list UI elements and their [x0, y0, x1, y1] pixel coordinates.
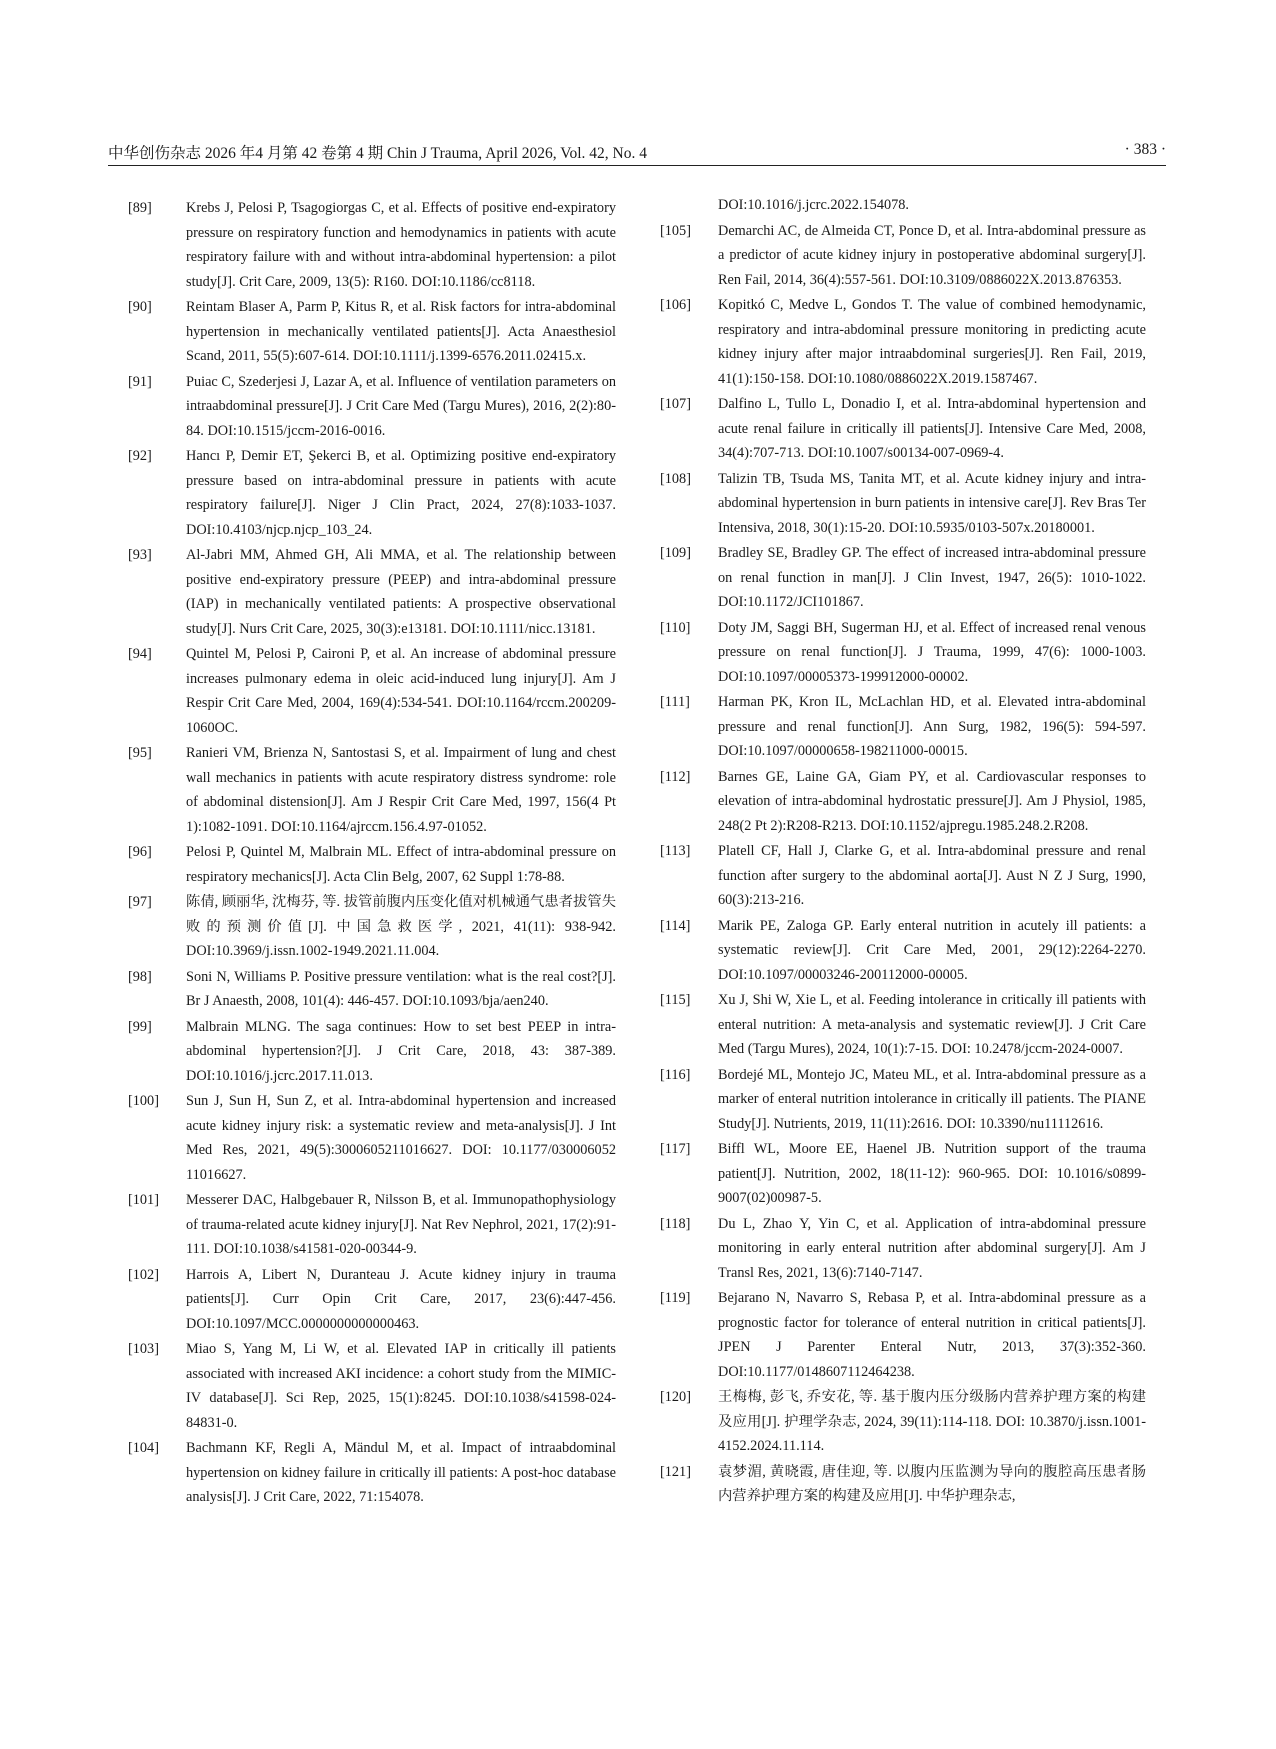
reference-number: [107]	[660, 396, 691, 412]
reference-item	[128, 370, 616, 444]
reference-item	[660, 1286, 1146, 1384]
reference-number: [89]	[128, 200, 152, 216]
reference-item	[128, 295, 616, 369]
reference-text: Messerer DAC, Halbgebauer R, Nilsson B, et al. Immunopathophysiology of trauma-related acute kidney injury[J]. Nat Rev Nephrol, 2021, 17(2):91-111. DOI:10.1038/s41581-020-00344-9.	[186, 1192, 616, 1257]
reference-text: Puiac C, Szederjesi J, Lazar A, et al. Influence of ventilation parameters on intraabdominal pressure[J]. J Crit Care Med (Targu Mures), 2016, 2(2):80-84. DOI:10.1515/jccm-2016-0016.	[186, 373, 616, 439]
reference-item	[660, 293, 1146, 391]
reference-text: Miao S, Yang M, Li W, et al. Elevated IAP in critically ill patients associated with increased AKI incidence: a cohort study from the MIMIC-IV database[J]. Sci Rep, 2025, 15(1):8245. DOI:10.1038/s41598-024-84831-0.	[186, 1341, 616, 1431]
reference-item	[660, 392, 1146, 466]
reference-number: [112]	[660, 768, 691, 785]
reference-text: Quintel M, Pelosi P, Caironi P, et al. An increase of abdominal pressure increases pulmonary edema in oleic acid-induced lung injury[J]. Am J Respir Crit Care Med, 2004, 169(4):534-541. DOI:10.1164/rccm.200209-1060OC.	[186, 646, 616, 736]
reference-text: 王梅梅, 彭飞, 乔安花, 等. 基于腹内压分级肠内营养护理方案的构建及应用[J]. 护理学杂志, 2024, 39(11):114-118. DOI: 10.3870/j.issn.1001-4152.2024.11.114.	[718, 1389, 1146, 1454]
reference-number: [120]	[660, 1389, 691, 1405]
reference-item	[128, 840, 616, 889]
reference-text: Harman PK, Kron IL, McLachlan HD, et al. Elevated intra-abdominal pressure and renal function[J]. Ann Surg, 1982, 196(5): 594-597. DOI:10.1097/00000658-198211000-00015.	[718, 694, 1146, 759]
reference-item	[660, 1212, 1146, 1286]
reference-item	[128, 196, 616, 294]
reference-text: 袁梦湄, 黄晓霞, 唐佳迎, 等. 以腹内压监测为导向的腹腔高压患者肠内营养护理方案的构建及应用[J]. 中华护理杂志,	[718, 1463, 1146, 1504]
reference-item	[660, 541, 1146, 615]
reference-text: Talizin TB, Tsuda MS, Tanita MT, et al. Acute kidney injury and intra-abdominal hypertension in burn patients in intensive care[J]. Rev Bras Ter Intensiva, 2018, 30(1):15-20. DOI:10.5935/0103-507x.20180001.	[718, 470, 1146, 536]
reference-text: Reintam Blaser A, Parm P, Kitus R, et al. Risk factors for intra-abdominal hypertension in mechanically ventilated patients[J]. Acta Anaesthesiol Scand, 2011, 55(5):607-614. DOI:10.1111/j.1399-6576.2011.02415.x.	[186, 299, 616, 364]
reference-text: Al-Jabri MM, Ahmed GH, Ali MMA, et al. The relationship between positive end-expiratory pressure (PEEP) and intra-abdominal pressure (IAP) in mechanically ventilated patients: A prospective observational study[J]. Nurs Crit Care, 2025, 30(3):e13181. DOI:10.1111/nicc.13181.	[186, 547, 616, 637]
reference-text: 陈倩, 顾丽华, 沈梅芬, 等. 拔管前腹内压变化值对机械通气患者拔管失败的预测价值[J]. 中国急救医学, 2021, 41(11): 938-942. DOI:10.3969/j.issn.1002-1949.2021.11.004.	[186, 894, 616, 959]
right-column	[660, 193, 1146, 1510]
reference-number: [103]	[128, 1341, 159, 1357]
reference-item	[128, 444, 616, 542]
journal-header: 中华创伤杂志 2026 年4 月第 42 卷第 4 期 Chin J Trauma, April 2026, Vol. 42, No. 4	[108, 145, 647, 162]
reference-item	[128, 1188, 616, 1262]
reference-number: [97]	[128, 894, 152, 910]
reference-item	[660, 467, 1146, 541]
reference-item	[128, 543, 616, 641]
reference-text: Pelosi P, Quintel M, Malbrain ML. Effect of intra-abdominal pressure on respiratory mechanics[J]. Acta Clin Belg, 2007, 62 Suppl 1:78-88.	[186, 844, 616, 885]
reference-number: [94]	[128, 646, 152, 662]
reference-text: Doty JM, Saggi BH, Sugerman HJ, et al. Effect of increased renal venous pressure on renal function[J]. J Trauma, 1999, 47(6): 1000-1003. DOI:10.1097/00005373-199912000-00002.	[718, 619, 1146, 685]
reference-item	[660, 690, 1146, 764]
reference-number: [90]	[128, 299, 152, 315]
reference-item	[128, 890, 616, 964]
running-header	[108, 141, 1166, 166]
reference-text: Sun J, Sun H, Sun Z, et al. Intra-abdominal hypertension and increased acute kidney injury risk: a systematic review and meta-analysis[J]. J Int Med Res, 2021, 49(5):3000605211016627. DOI: 10.1177/030006052 11016627.	[186, 1093, 616, 1183]
reference-text: Biffl WL, Moore EE, Haenel JB. Nutrition support of the trauma patient[J]. Nutrition, 2002, 18(11-12): 960-965. DOI: 10.1016/s0899-9007(02)00987-5.	[718, 1141, 1146, 1206]
reference-item	[660, 219, 1146, 293]
reference-number: [119]	[660, 1290, 691, 1306]
reference-text: Platell CF, Hall J, Clarke G, et al. Intra-abdominal pressure and renal function after surgery to the abdominal aorta[J]. Aust N Z J Surg, 1990, 60(3):213-216.	[718, 843, 1146, 908]
reference-item	[660, 988, 1146, 1062]
reference-item	[128, 1089, 616, 1187]
reference-item	[660, 1063, 1146, 1137]
reference-item	[660, 1460, 1146, 1509]
reference-item	[128, 1015, 616, 1089]
reference-number: [100]	[128, 1093, 159, 1109]
reference-text: Demarchi AC, de Almeida CT, Ponce D, et al. Intra-abdominal pressure as a predictor of acute kidney injury in postoperative abdominal surgery[J]. Ren Fail, 2014, 36(4):557-561. DOI:10.3109/0886022X.2013.876353.	[718, 222, 1146, 288]
reference-number: [108]	[660, 470, 691, 487]
reference-continuation: DOI:10.1016/j.jcrc.2022.154078.	[718, 197, 909, 213]
reference-number: [114]	[660, 917, 691, 934]
reference-number: [91]	[128, 373, 152, 390]
reference-number: [110]	[660, 619, 691, 636]
reference-number: [118]	[660, 1215, 691, 1232]
reference-number: [99]	[128, 1018, 152, 1035]
reference-number: [102]	[128, 1266, 159, 1283]
reference-text: Bejarano N, Navarro S, Rebasa P, et al. Intra-abdominal pressure as a prognostic factor for tolerance of enteral nutrition in critical patients[J]. JPEN J Parenter Enteral Nutr, 2013, 37(3):352-360. DOI:10.1177/0148607112464238.	[718, 1290, 1146, 1380]
page-number: · 383 ·	[1124, 141, 1166, 158]
left-column	[128, 196, 616, 1511]
reference-number: [106]	[660, 297, 691, 313]
reference-item	[128, 965, 616, 1014]
reference-number: [98]	[128, 968, 152, 985]
reference-number: [104]	[128, 1440, 159, 1456]
reference-item	[128, 1263, 616, 1337]
reference-text: Bordejé ML, Montejo JC, Mateu ML, et al. Intra-abdominal pressure as a marker of enteral nutrition intolerance in critically ill patients. The PIANE Study[J]. Nutrients, 2019, 11(11):2616. DOI: 10.3390/nu11112616.	[718, 1066, 1146, 1132]
reference-item	[128, 741, 616, 839]
reference-text: Bachmann KF, Regli A, Mändul M, et al. Impact of intraabdominal hypertension on kidney failure in critically ill patients: A post-hoc database analysis[J]. J Crit Care, 2022, 71:154078.	[186, 1440, 616, 1505]
reference-item	[660, 765, 1146, 839]
reference-number: [101]	[128, 1192, 159, 1208]
reference-text: Marik PE, Zaloga GP. Early enteral nutrition in acutely ill patients: a systematic review[J]. Crit Care Med, 2001, 29(12):2264-2270. DOI:10.1097/00003246-200112000-00005.	[718, 917, 1146, 983]
reference-text: Barnes GE, Laine GA, Giam PY, et al. Cardiovascular responses to elevation of intra-abdominal hydrostatic pressure[J]. Am J Physiol, 1985, 248(2 Pt 2):R208-R213. DOI:10.1152/ajpregu.1985.248.2.R208.	[718, 768, 1146, 834]
reference-text: Dalfino L, Tullo L, Donadio I, et al. Intra-abdominal hypertension and acute renal failure in critically ill patients[J]. Intensive Care Med, 2008, 34(4):707-713. DOI:10.1007/s00134-007-0969-4.	[718, 396, 1146, 461]
reference-item	[660, 1385, 1146, 1459]
reference-item	[660, 616, 1146, 690]
reference-text: Krebs J, Pelosi P, Tsagogiorgas C, et al. Effects of positive end-expiratory pressure on respiratory function and hemodynamics in patients with acute respiratory failure with and without intra-abdominal hypertension: a pilot study[J]. Crit Care, 2009, 13(5): R160. DOI:10.1186/cc8118.	[186, 200, 616, 290]
reference-number: [117]	[660, 1141, 691, 1157]
reference-number: [93]	[128, 547, 152, 563]
reference-item	[660, 1137, 1146, 1211]
reference-number: [113]	[660, 843, 691, 859]
reference-number: [92]	[128, 448, 152, 464]
reference-item	[660, 839, 1146, 913]
reference-number: [121]	[660, 1463, 691, 1480]
reference-text: Malbrain MLNG. The saga continues: How to set best PEEP in intra-abdominal hypertension?[J]. J Crit Care, 2018, 43: 387-389. DOI:10.1016/j.jcrc.2017.11.013.	[186, 1018, 616, 1084]
reference-item	[128, 642, 616, 740]
reference-number: [109]	[660, 545, 691, 561]
reference-text: Ranieri VM, Brienza N, Santostasi S, et al. Impairment of lung and chest wall mechanics in patients with acute respiratory distress syndrome: role of abdominal distension[J]. Am J Respir Crit Care Med, 1997, 156(4 Pt 1):1082-1091. DOI:10.1164/ajrccm.156.4.97-01052.	[186, 745, 616, 835]
reference-number: [96]	[128, 844, 152, 860]
reference-text: Harrois A, Libert N, Duranteau J. Acute kidney injury in trauma patients[J]. Curr Opin Crit Care, 2017, 23(6):447-456. DOI:10.1097/MCC.0000000000000463.	[186, 1266, 616, 1332]
reference-number: [115]	[660, 992, 691, 1008]
reference-text: Bradley SE, Bradley GP. The effect of increased intra-abdominal pressure on renal function in man[J]. J Clin Invest, 1947, 26(5): 1010-1022. DOI:10.1172/JCI101867.	[718, 545, 1146, 610]
reference-item	[660, 914, 1146, 988]
reference-item	[128, 1436, 616, 1510]
reference-text: Xu J, Shi W, Xie L, et al. Feeding intolerance in critically ill patients with enteral nutrition: A meta-analysis and systematic review[J]. J Crit Care Med (Targu Mures), 2024, 10(1):7-15. DOI: 10.2478/jccm-2024-0007.	[718, 992, 1146, 1057]
reference-number: [116]	[660, 1066, 691, 1083]
reference-number: [105]	[660, 222, 691, 239]
reference-text: Soni N, Williams P. Positive pressure ventilation: what is the real cost?[J]. Br J Anaesth, 2008, 101(4): 446-457. DOI:10.1093/bja/aen240.	[186, 968, 616, 1009]
reference-item	[128, 1337, 616, 1435]
reference-number: [95]	[128, 745, 152, 761]
reference-text: Kopitkó C, Medve L, Gondos T. The value of combined hemodynamic, respiratory and intra-abdominal pressure monitoring in predicting acute kidney injury after major intraabdominal surgeries[J]. Ren Fail, 2019, 41(1):150-158. DOI:10.1080/0886022X.2019.1587467.	[718, 297, 1146, 387]
reference-text: Hancı P, Demir ET, Şekerci B, et al. Optimizing positive end-expiratory pressure based on intra-abdominal pressure in patients with acute respiratory failure[J]. Niger J Clin Pract, 2024, 27(8):1033-1037. DOI:10.4103/njcp.njcp_103_24.	[186, 448, 616, 538]
reference-number: [111]	[660, 694, 690, 710]
reference-text: Du L, Zhao Y, Yin C, et al. Application of intra-abdominal pressure monitoring in early enteral nutrition after abdominal surgery[J]. Am J Transl Res, 2021, 13(6):7140-7147.	[718, 1215, 1146, 1281]
